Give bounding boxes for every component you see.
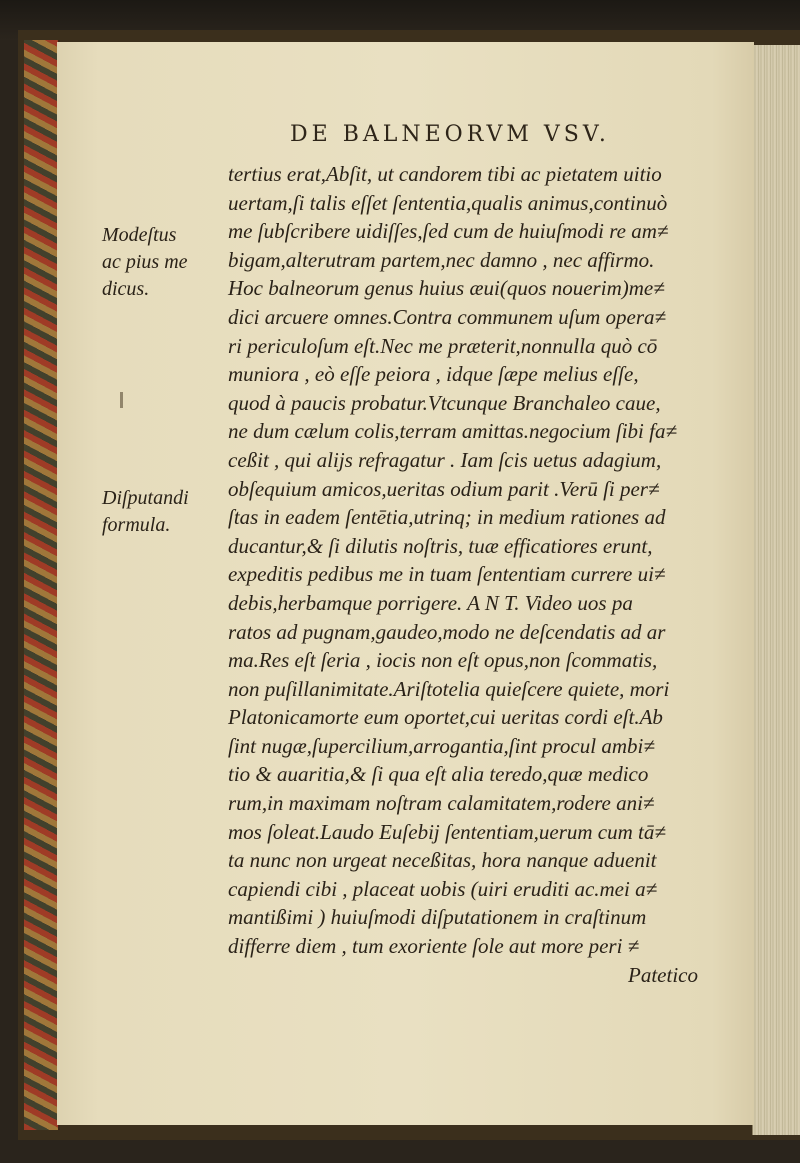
text-line: ceßit , qui alijs refragatur . Iam ſcis uetus adagium, — [228, 447, 662, 472]
marginal-note-line: ac pius me — [102, 251, 188, 273]
text-line: muniora , eò eſſe peiora , idque ſæpe melius eſſe, — [228, 362, 639, 387]
catchword: Patetico — [628, 962, 698, 987]
marginal-note-line: Modeſtus — [102, 224, 177, 246]
main-text-block — [228, 160, 728, 989]
marginal-note-line: formula. — [102, 514, 171, 536]
text-line: ma.Res eſt ſeria , iocis non eſt opus,non ſcommatis, — [228, 648, 658, 673]
marginal-note-modestus — [102, 222, 227, 303]
text-line: uertam,ſi talis eſſet ſententia,qualis animus,continuò — [228, 190, 668, 215]
text-line: ſint nugæ,ſupercilium,arrogantia,ſint procul ambi≠ — [228, 733, 655, 758]
text-line: ratos ad pugnam,gaudeo,modo ne deſcendatis ad ar — [228, 619, 666, 644]
marginal-note-disputandi — [102, 485, 227, 539]
marginal-note-line: dicus. — [102, 278, 150, 300]
text-line: tertius erat,Abſit, ut candorem tibi ac pietatem uitio — [228, 162, 662, 186]
text-line: ducantur,& ſi dilutis noſtris, tuæ efficatiores erunt, — [228, 533, 653, 558]
text-line: dici arcuere omnes.Contra communem uſum opera≠ — [228, 304, 667, 329]
text-line: ta nunc non urgeat neceßitas, hora nanque aduenit — [228, 848, 657, 873]
text-line: ne dum cælum colis,terram amittas.negocium ſibi fa≠ — [228, 419, 677, 444]
text-line: tio & auaritia,& ſi qua eſt alia teredo,quæ medico — [228, 762, 649, 787]
text-line: bigam,alterutram partem,nec damno , nec affirmo. — [228, 247, 655, 272]
text-line: non puſillanimitate.Ariſtotelia quieſcere quiete, mori — [228, 676, 670, 701]
text-line: me ſubſcribere uidiſſes,ſed cum de huiuſmodi re am≠ — [228, 219, 669, 244]
text-line: mos ſoleat.Laudo Euſebij ſententiam,uerum cum tā≠ — [228, 819, 666, 844]
text-line: quod à paucis probatur.Vtcunque Branchaleo caue, — [228, 390, 661, 415]
text-line: Hoc balneorum genus huius æui(quos nouerim)me≠ — [228, 276, 665, 301]
text-line: mantißimi ) huiuſmodi diſputationem in craſtinum — [228, 905, 647, 930]
text-line: ſtas in eadem ſentētia,utrinq; in medium rationes ad — [228, 505, 666, 530]
text-line: expeditis pedibus me in tuam ſententiam currere ui≠ — [228, 562, 666, 587]
text-line: differre diem , tum exoriente ſole aut more peri ≠ — [228, 934, 640, 959]
text-line: ri periculoſum eſt.Nec me præterit,nonnulla quò cō — [228, 333, 658, 358]
marginal-note-line: Diſputandi — [102, 487, 189, 509]
text-line: rum,in maximam noſtram calamitatem,rodere ani≠ — [228, 791, 655, 816]
text-line: obſequium amicos,ueritas odium parit .Verū ſi per≠ — [228, 476, 660, 501]
page-fore-edge — [752, 45, 800, 1135]
text-line: Platonicamorte eum oportet,cui ueritas cordi eſt.Ab — [228, 705, 663, 730]
text-line: capiendi cibi , placeat uobis (uiri eruditi ac.mei a≠ — [228, 876, 658, 901]
decorative-binding-edge — [24, 40, 60, 1130]
text-line: debis,herbamque porrigere. A N T. Video uos pa — [228, 590, 633, 615]
running-head: DE BALNEORVM VSV. — [290, 122, 610, 147]
ink-mark — [120, 392, 123, 408]
